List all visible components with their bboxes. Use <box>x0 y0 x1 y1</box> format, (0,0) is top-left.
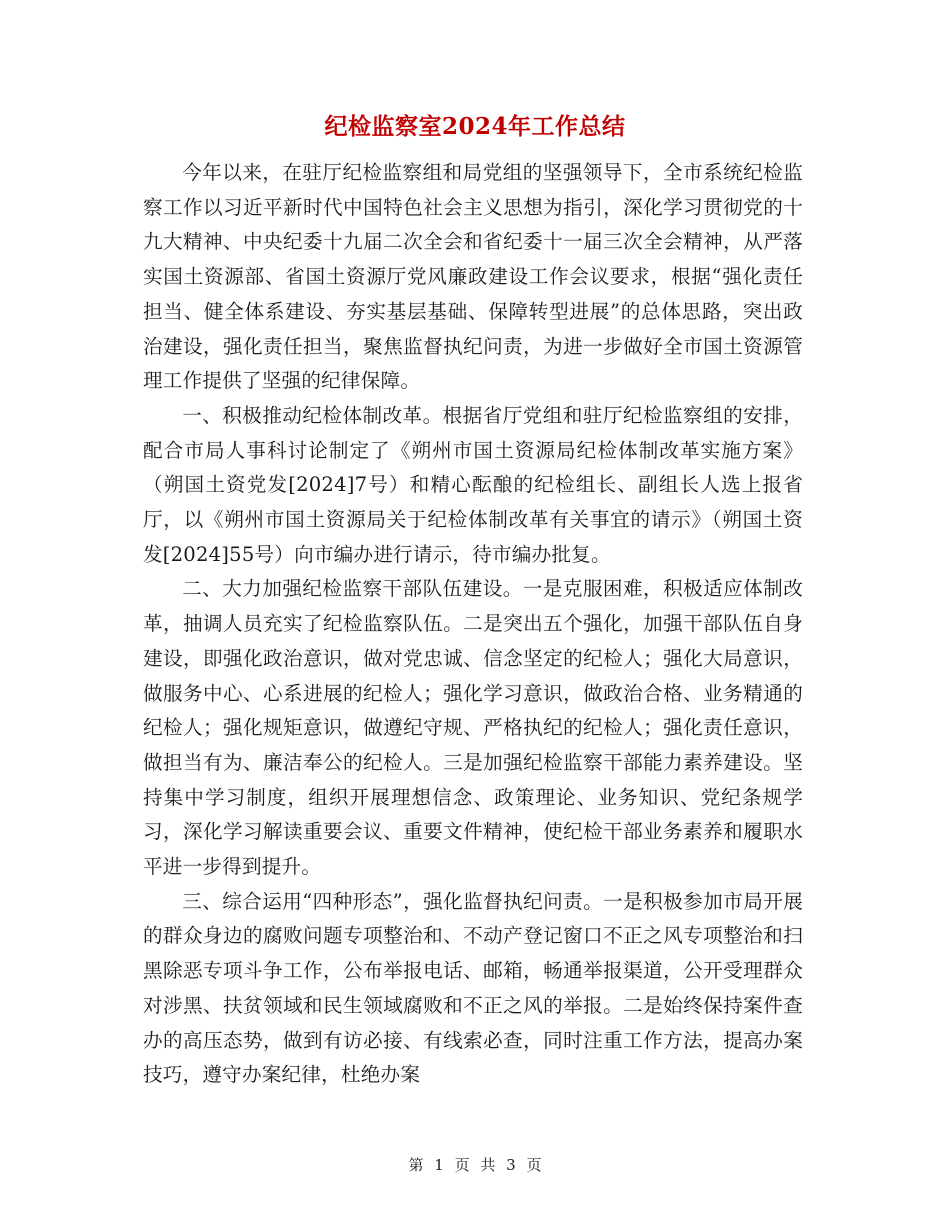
paragraph-intro: 今年以来，在驻厅纪检监察组和局党组的坚强领导下，全市系统纪检监察工作以习近平新时代中国特色社会主义思想为指引，深化学习贯彻党的十九大精神、中央纪委十九届二次全会和省纪委十一届三次全会精神，从严落实国土资源部、省国土资源厅党风廉政建设工作会议要求，根据“强化责任担当、健全体系建设、夯实基层基础、保障转型进展”的总体思路，突出政治建设，强化责任担当，聚焦监督执纪问责，为进一步做好全市国土资源管理工作提供了坚强的纪律保障。 <box>143 161 803 393</box>
paragraph-section-3: 三、综合运用“四种形态”，强化监督执纪问责。一是积极参加市局开展的群众身边的腐败问题专项整治和、不动产登记窗口不正之风专项整治和扫黑除恶专项斗争工作，公布举报电话、邮箱，畅通举报渠道，公开受理群众对涉黑、扶贫领域和民生领域腐败和不正之风的举报。二是始终保持案件查办的高压态势，做到有访必接、有线索必查，同时注重工作方法，提高办案技巧，遵守办案纪律，杜绝办案 <box>143 889 803 1087</box>
paragraph-section-2: 二、大力加强纪检监察干部队伍建设。一是克服困难，积极适应体制改革，抽调人员充实了纪检监察队伍。二是突出五个强化，加强干部队伍自身建设，即强化政治意识，做对党忠诚、信念坚定的纪检人；强化大局意识，做服务中心、心系进展的纪检人；强化学习意识，做政治合格、业务精通的纪检人；强化规矩意识，做遵纪守规、严格执纪的纪检人；强化责任意识，做担当有为、廉洁奉公的纪检人。三是加强纪检监察干部能力素养建设。坚持集中学习制度，组织开展理想信念、政策理论、业务知识、党纪条规学习，深化学习解读重要会议、重要文件精神，使纪检干部业务素养和履职水平进一步得到提升。 <box>143 577 803 879</box>
paragraph-section-1: 一、积极推动纪检体制改革。根据省厅党组和驻厅纪检监察组的安排，配合市局人事科讨论制定了《朔州市国土资源局纪检体制改革实施方案》（朔国土资党发[2024]7号）和精心酝酿的纪检组长、副组长人选上报省厅，以《朔州市国土资源局关于纪检体制改革有关事宜的请示》（朔国土资发[2024]55号）向市编办进行请示，待市编办批复。 <box>143 403 803 566</box>
document-body <box>143 156 803 1093</box>
document-title: 纪检监察室2024年工作总结 <box>324 113 626 140</box>
page-number-footer: 第 1 页 共 3 页 <box>408 1156 542 1174</box>
